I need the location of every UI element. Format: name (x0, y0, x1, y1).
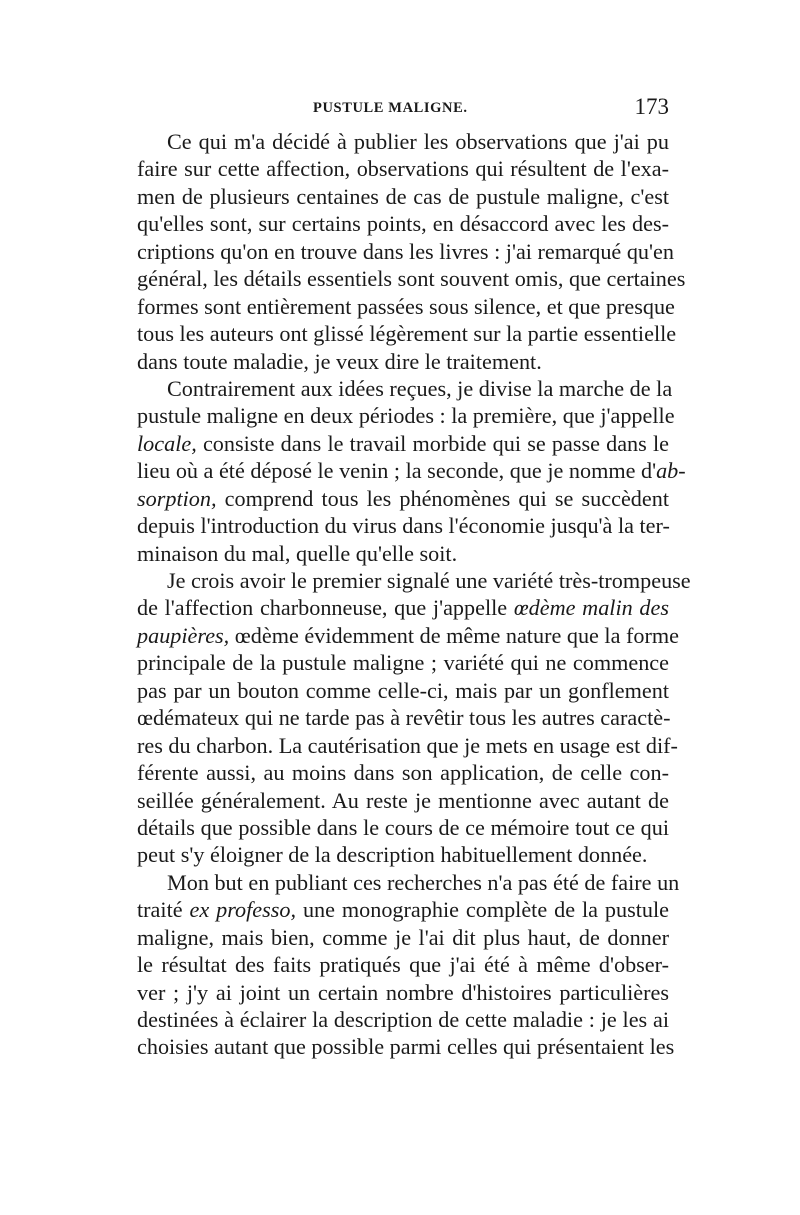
text: dans toute maladie, je veux dire le traitement. (137, 348, 542, 374)
page-number: 173 (634, 94, 669, 119)
italic-text: locale, (137, 430, 197, 456)
text: res du charbon. La cautérisation que je mets en usage est dif- (137, 732, 678, 758)
text: qu'elles sont, sur certains points, en désaccord avec les des- (137, 211, 669, 237)
running-header (137, 94, 669, 122)
text-line (137, 430, 669, 457)
text: une monographie complète de la pustule (296, 897, 669, 923)
text-line (137, 951, 669, 978)
text-line (137, 485, 669, 512)
text-line (137, 1033, 675, 1060)
text: férente aussi, au moins dans son application, de celle con- (137, 760, 669, 786)
italic-text: sorption, (137, 485, 217, 511)
text: comprend tous les phénomènes qui se succèdent (216, 485, 669, 511)
text: criptions qu'on en trouve dans les livres : j'ai remarqué qu'en (137, 238, 674, 264)
text-line (137, 732, 678, 759)
text: Je crois avoir le premier signalé une variété très-trompeuse (167, 568, 691, 593)
text-line (137, 841, 669, 868)
text-line (137, 457, 686, 484)
italic-text: ab- (656, 458, 686, 484)
text-line (137, 540, 669, 567)
paragraph (137, 567, 691, 869)
text: œdémateux qui ne tarde pas à revêtir tous les autres caractè- (137, 705, 671, 731)
text: détails que possible dans le cours de ce mémoire tout ce qui (137, 814, 669, 840)
text: général, les détails essentiels sont souvent omis, que certaines (137, 266, 686, 292)
text-line (137, 1006, 669, 1033)
text: traité (137, 897, 190, 923)
italic-text: paupières, (137, 622, 230, 648)
text: pas par un bouton comme celle-ci, mais par un gonflement (137, 677, 669, 703)
text: pustule maligne en deux périodes : la première, que j'appelle (137, 403, 675, 429)
text: peut s'y éloigner de la description habituellement donnée. (137, 842, 648, 868)
text: maligne, mais bien, comme je l'ai dit plus haut, de donner (137, 924, 669, 950)
text-line (137, 183, 669, 210)
text-line (137, 265, 686, 292)
text-line (137, 375, 673, 402)
paragraph (137, 128, 686, 375)
text: lieu où a été déposé le venin ; la seconde, que je nomme d' (137, 458, 657, 484)
text-line (137, 787, 669, 814)
text-line (137, 622, 679, 649)
text-line (137, 869, 680, 896)
paragraph (137, 375, 686, 567)
paragraph (137, 869, 680, 1061)
italic-text: œdème malin des (513, 595, 669, 621)
text: Contrairement aux idées reçues, je divise la marche de la (167, 375, 673, 401)
text: seillée généralement. Au reste je mentionne avec autant de (137, 787, 669, 813)
text: le résultat des faits pratiqués que j'ai été à même d'obser- (137, 952, 669, 978)
text: faire sur cette affection, observations qui résultent de l'exa- (137, 156, 669, 182)
text-line (137, 210, 669, 237)
text: Mon but en publiant ces recherches n'a pas été de faire un (167, 869, 680, 895)
text: œdème évidemment de même nature que la forme (229, 622, 679, 648)
text-line (137, 348, 669, 375)
text-line (137, 924, 669, 951)
text-line (137, 512, 669, 539)
text-line (137, 649, 669, 676)
text: principale de la pustule maligne ; variété qui ne commence (137, 650, 669, 676)
body-text (137, 128, 691, 1061)
text-line (137, 979, 669, 1006)
text-line (137, 293, 675, 320)
italic-text: ex professo, (189, 897, 297, 923)
text: Ce qui m'a décidé à publier les observations que j'ai pu (167, 129, 669, 154)
text: formes sont entièrement passées sous silence, et que presque (137, 293, 675, 319)
text-line (137, 896, 669, 923)
text-line (137, 320, 677, 347)
text: consiste dans le travail morbide qui se passe dans le (196, 430, 669, 456)
text-line (137, 677, 669, 704)
running-title: PUSTULE MALIGNE. (313, 100, 468, 116)
text-line (137, 814, 669, 841)
text: de l'affection charbonneuse, que j'appelle (137, 595, 514, 621)
text: men de plusieurs centaines de cas de pustule maligne, c'est (137, 183, 669, 209)
text: minaison du mal, quelle qu'elle soit. (137, 540, 458, 566)
text-line (137, 567, 691, 594)
text-line (137, 759, 669, 786)
text-line (137, 238, 674, 265)
text-line (137, 594, 669, 621)
text: depuis l'introduction du virus dans l'économie jusqu'à la ter- (137, 513, 670, 539)
text-line (137, 128, 669, 155)
text: tous les auteurs ont glissé légèrement sur la partie essentielle (137, 321, 677, 347)
text: choisies autant que possible parmi celles qui présentaient les (137, 1034, 675, 1060)
text-line (137, 402, 675, 429)
text: destinées à éclairer la description de cette maladie : je les ai (137, 1007, 669, 1032)
text-line (137, 704, 669, 731)
text: ver ; j'y ai joint un certain nombre d'histoires particulières (137, 979, 669, 1005)
text-line (137, 155, 669, 182)
